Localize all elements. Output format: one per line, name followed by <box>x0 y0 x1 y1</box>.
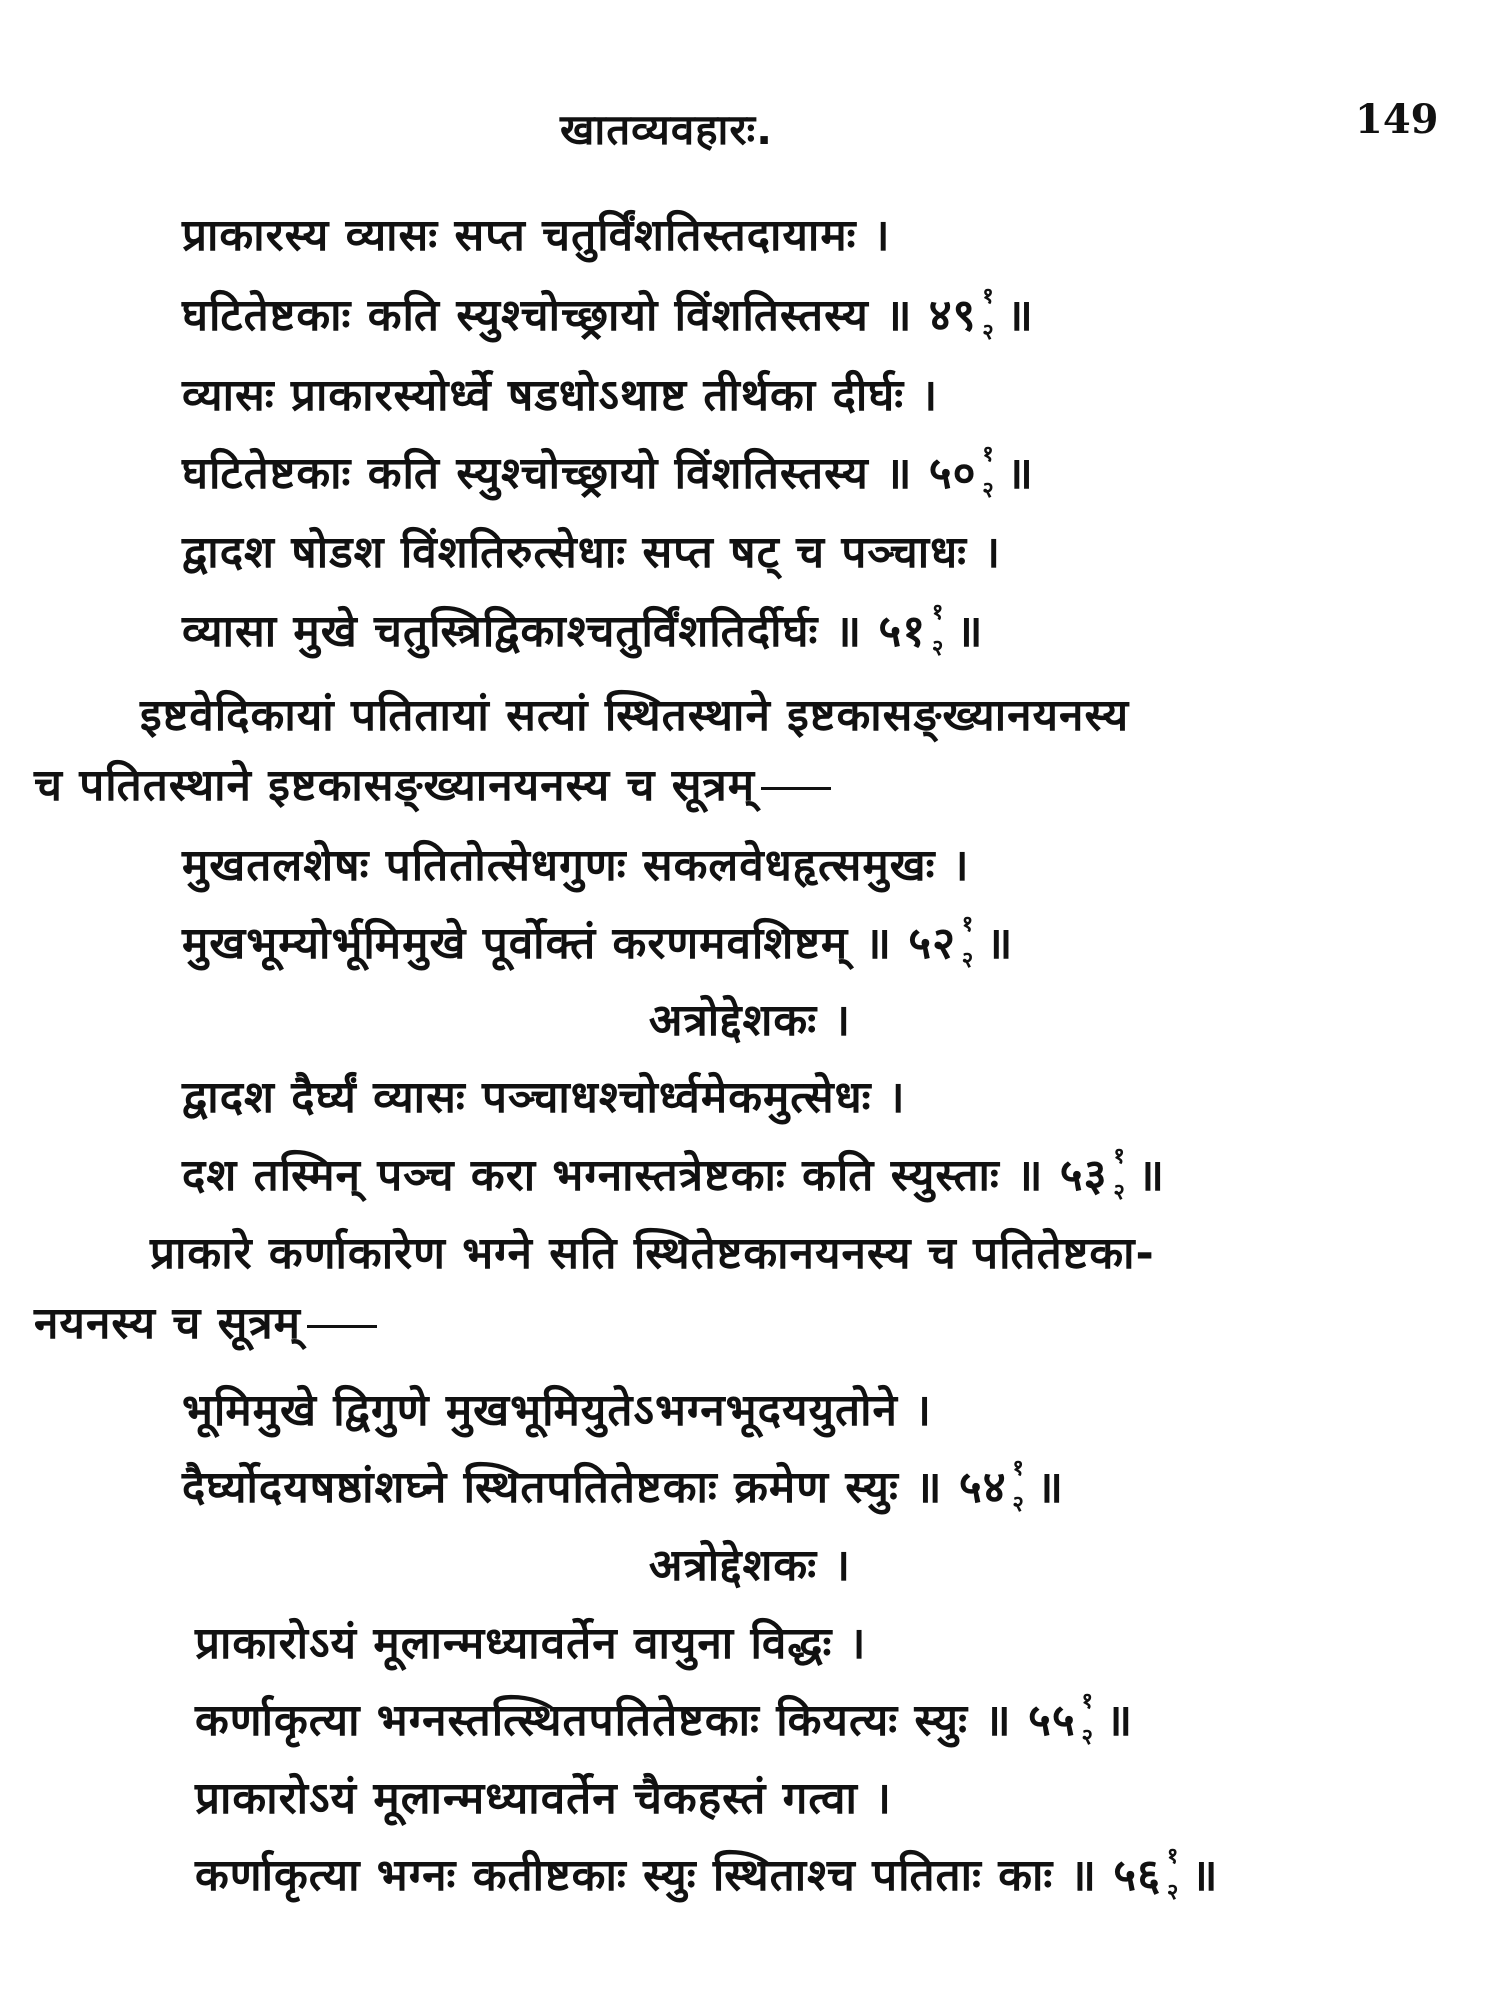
verse-end-mark: ॥ <box>1006 290 1034 341</box>
verse-end-mark: ॥ <box>986 918 1014 969</box>
verse-end-mark: ॥ <box>1191 1850 1219 1901</box>
verse-line: प्राकारस्य व्यासः सप्त चतुर्विंशतिस्तदायामः । <box>182 210 891 261</box>
verse-number-fraction: १ २ <box>1113 1144 1126 1205</box>
verse-end-mark: ॥ <box>1036 1462 1064 1513</box>
verse-number-fraction: १ २ <box>1166 1844 1180 1905</box>
verse-line: प्राकारोऽयं मूलान्मध्यावर्तेन वायुना विद्धः । <box>195 1618 867 1669</box>
verse-line <box>182 442 1034 503</box>
verse-end-mark: ॥ <box>1105 1695 1134 1746</box>
verse-text: कर्णाकृत्या भग्नस्तत्स्थितपतितेष्टकाः कियत्यः स्युः ॥ ५५ <box>195 1695 1076 1746</box>
verse-line: व्यासः प्राकारस्योर्ध्वे षडधोऽथाष्ट तीर्थका दीर्घः । <box>182 370 939 421</box>
verse-line <box>195 1844 1219 1905</box>
verse-text: कर्णाकृत्या भग्नः कतीष्टकाः स्युः स्थिताश्च पतिताः काः ॥ ५६ <box>195 1850 1162 1901</box>
verse-line: द्वादश दैर्घ्यं व्यासः पञ्चाधश्चोर्ध्वमेकमुत्सेधः । <box>182 1072 906 1123</box>
verse-text: घटितेष्टकाः कति स्युश्चोच्छ्रायो विंशतिस्तस्य ॥ ४९ <box>182 290 977 341</box>
verse-line <box>182 600 984 661</box>
verse-text: मुखभूम्योर्भूमिमुखे पूर्वोक्तं करणमवशिष्टम् ॥ ५२ <box>182 918 956 969</box>
prose-line <box>34 1298 377 1351</box>
verse-line: मुखतलशेषः पतितोत्सेधगुणः सकलवेधहृत्समुखः । <box>182 840 970 891</box>
verse-number-fraction: १ २ <box>982 284 995 345</box>
prose-text: च पतितस्थाने इष्टकासङ्ख्यानयनस्य च सूत्रम् <box>34 760 756 811</box>
em-dash <box>761 787 831 790</box>
em-dash <box>307 1325 377 1328</box>
verse-line: द्वादश षोडश विंशतिरुत्सेधाः सप्त षट् च पञ्चाधः । <box>182 527 1002 578</box>
verse-end-mark: ॥ <box>956 606 984 657</box>
verse-number-fraction: १ २ <box>1012 1456 1025 1517</box>
verse-end-mark: ॥ <box>1137 1150 1165 1201</box>
verse-text: दश तस्मिन् पञ्च करा भग्नास्तत्रेष्टकाः कति स्युस्ताः ॥ ५३ <box>182 1150 1108 1201</box>
verse-line <box>182 1144 1165 1205</box>
verse-line <box>182 1456 1064 1517</box>
prose-text: नयनस्य च सूत्रम् <box>34 1298 301 1349</box>
prose-line <box>34 760 831 813</box>
section-heading: अत्रोद्देशकः । <box>648 1540 852 1591</box>
verse-text: व्यासा मुखे चतुस्त्रिद्विकाश्चतुर्विंशतिर्दीर्घः ॥ ५१ <box>182 606 927 657</box>
verse-text: घटितेष्टकाः कति स्युश्चोच्छ्रायो विंशतिस्तस्य ॥ ५० <box>182 448 977 499</box>
running-header-title: खातव्यवहारः. <box>560 105 774 154</box>
verse-line: प्राकारोऽयं मूलान्मध्यावर्तेन चैकहस्तं गत्वा । <box>195 1773 892 1824</box>
verse-line: भूमिमुखे द्विगुणे मुखभूमियुतेऽभग्नभूदययुतोने । <box>182 1385 932 1436</box>
verse-number-fraction: १ २ <box>982 442 995 503</box>
section-heading: अत्रोद्देशकः । <box>648 995 852 1046</box>
verse-line <box>195 1689 1134 1750</box>
verse-line <box>182 912 1014 973</box>
verse-number-fraction: १ २ <box>931 600 945 661</box>
page-number: 149 <box>1355 96 1439 143</box>
verse-number-fraction: १ २ <box>961 912 975 973</box>
prose-line: प्राकारे कर्णाकारेण भग्ने सति स्थितेष्टकानयनस्य च पतितेष्टका- <box>150 1228 1155 1279</box>
verse-line <box>182 284 1034 345</box>
verse-end-mark: ॥ <box>1006 448 1034 499</box>
prose-line: इष्टवेदिकायां पतितायां सत्यां स्थितस्थाने इष्टकासङ्ख्यानयनस्य <box>140 690 1130 741</box>
verse-text: दैर्घ्योदयषष्ठांशघ्ने स्थितपतितेष्टकाः क्रमेण स्युः ॥ ५४ <box>182 1462 1007 1513</box>
verse-number-fraction: १ २ <box>1081 1689 1094 1750</box>
